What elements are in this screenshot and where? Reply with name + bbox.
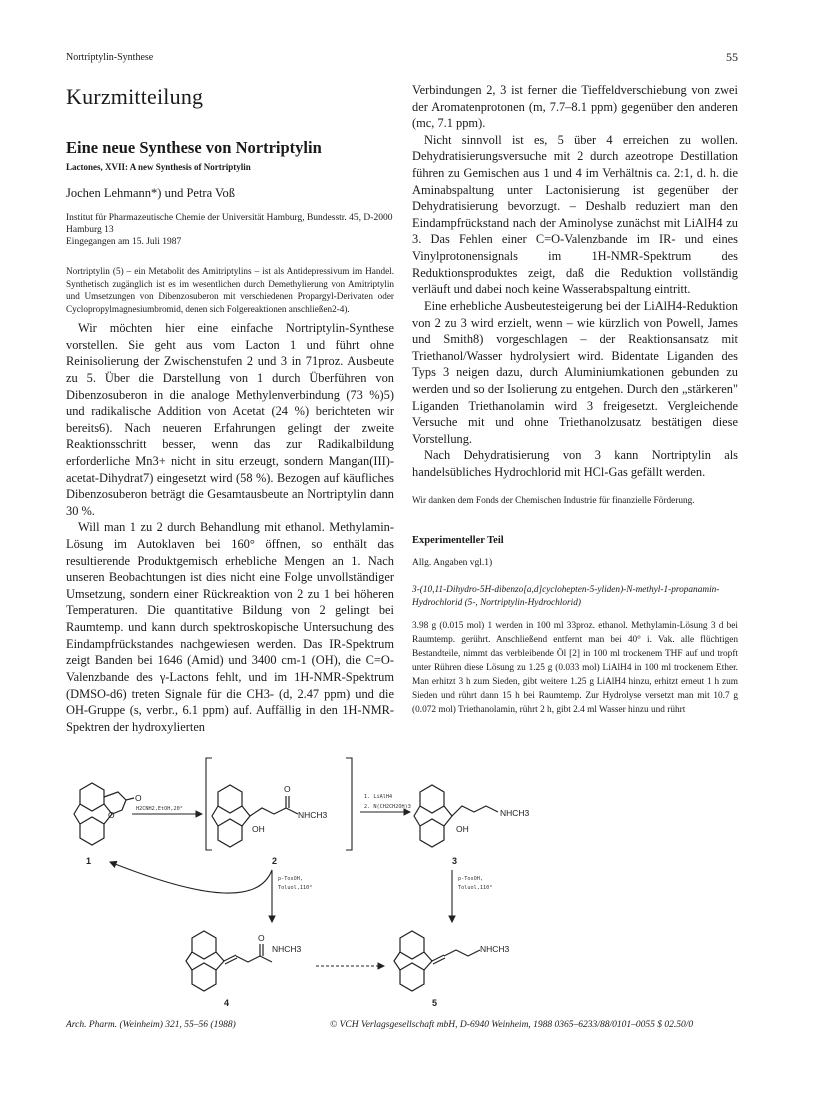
oh-label-3: OH bbox=[456, 824, 469, 834]
page-number: 55 bbox=[726, 50, 738, 64]
authors: Jochen Lehmann*) und Petra Voß bbox=[66, 186, 235, 200]
carbonyl-oxygen-label-1: O bbox=[135, 793, 142, 803]
compound-5-structure bbox=[394, 931, 510, 1008]
nhch3-label-3: NHCH3 bbox=[500, 808, 530, 818]
bracket-right bbox=[346, 758, 352, 850]
compound-name: 3-(10,11-Dihydro-5H-dibenzo[a,d]cyclohepten-5-yliden)-N-methyl-1-propanamin-Hydrochlorid (5-, Nortriptylin-Hydrochlorid) bbox=[412, 584, 720, 609]
compound-number-2: 2 bbox=[272, 856, 278, 866]
nhch3-label-5: NHCH3 bbox=[480, 944, 510, 954]
compound-number-3: 3 bbox=[452, 856, 458, 866]
reagent-step-2-4-line1: p-TosOH, bbox=[278, 876, 303, 882]
experimental-procedure: 3.98 g (0.015 mol) 1 werden in 100 ml 33proz. ethanol. Methylamin-Lösung 3 d bei Raumtemp. gerührt. Anschließend entfernt man bei 40° i. Vak. alle flüchtigen Bestandteile, nimmt das verbleibende Öl [2] in 100 ml trockenem THF auf und tropft unter Rühren diese Lösung zu 1.25 g (0.033 mol) LiAlH4 in 100 ml trockenem Ether. Man erhitzt 3 h zum Sieden, gibt weitere 1.25 g LiAlH4 hinzu, erhitzt erneut 1 h zum Sieden und rührt dann 15 h bei Raumtemp. Zur Hydrolyse versetzt man mit 10.7 g (0.072 mol) Triethanolamin, rührt 2 h, gibt 2.4 ml Wasser hinzu und rührt bbox=[412, 620, 738, 716]
experimental-heading: Experimenteller Teil bbox=[412, 534, 504, 546]
oh-label-2: OH bbox=[252, 824, 265, 834]
reaction-scheme bbox=[60, 752, 750, 1012]
body-paragraph: Will man 1 zu 2 durch Behandlung mit ethanol. Methylamin-Lösung im Autoklaven bei 160° öffnen, so enthält das resultierende Produktgemisch erhebliche Mengen an 1. Nach unseren Beobachtungen ist dies nicht eine Folge unvollständiger Umsetzung, sondern einer Rückreaktion von 2 zu 1 bei höheren Temperaturen. Die quantitative Bildung von 2 gelingt bei Raumtemp. und kann durch spektroskopische Untersuchung des Eindampfrückstandes nachgewiesen werden. Das IR-Spektrum zeigt Banden bei 1646 (Amid) und 3400 cm-1 (OH), die C=O-Valenzbande des γ-Lactons fehlt, und im 1H-NMR-Spektrum (DMSO-d6) treten Signale für die CH3- (d, 2.47 ppm) und die OH-Gruppe (s, verbr., 6.1 ppm) auf. Auffällig in den 1H-NMR-Spektren der hydroxylierten bbox=[66, 520, 394, 734]
nhch3-label-2: NHCH3 bbox=[298, 810, 328, 820]
compound-4-structure bbox=[186, 931, 302, 1008]
bracket-left bbox=[206, 758, 212, 850]
reaction-scheme-drawing bbox=[60, 752, 750, 1012]
compound-2-structure bbox=[212, 784, 328, 866]
body-paragraph: Verbindungen 2, 3 ist ferner die Tieffeldverschiebung von zwei der Aromatenprotonen (m, 7.7–8.1 ppm) gegenüber den anderen (mc, 7.1 ppm). bbox=[412, 83, 738, 131]
article-subtitle: Lactones, XVII: A new Synthesis of Nortriptylin bbox=[66, 162, 251, 172]
affiliation-address: Institut für Pharmazeutische Chemie der Universität Hamburg, Bundesstr. 45, D-2000 Hamburg 13 bbox=[66, 213, 393, 235]
body-paragraph: Nach Dehydratisierung von 3 kann Nortriptylin als handelsübliches Hydrochlorid mit HCl-Gas gefällt werden. bbox=[412, 448, 738, 480]
received-date: Eingegangen am 15. Juli 1987 bbox=[66, 236, 182, 247]
acknowledgement: Wir danken dem Fonds der Chemischen Industrie für finanzielle Förderung. bbox=[412, 495, 695, 506]
reagent-step-1-2: H2CNH2,EtOH,20° bbox=[136, 806, 183, 812]
reagent-step-2-3-line1: 1. LiAlH4 bbox=[364, 794, 393, 800]
affiliation bbox=[66, 213, 394, 249]
article-title: Eine neue Synthese von Nortriptylin bbox=[66, 138, 322, 157]
carbonyl-oxygen-label-2: O bbox=[284, 784, 291, 794]
compound-number-1: 1 bbox=[86, 856, 92, 866]
publisher-line: © VCH Verlagsgesellschaft mbH, D-6940 Weinheim, 1988 0365–6233/88/0101–0055 $ 02.50/0 bbox=[330, 1020, 694, 1030]
reagent-step-3-5-line1: p-TosOH, bbox=[458, 876, 483, 882]
compound-3-structure bbox=[414, 785, 530, 866]
compound-number-4: 4 bbox=[224, 998, 230, 1008]
reaction-arrow-2-1 bbox=[110, 862, 272, 893]
ring-oxygen-label-1: O bbox=[108, 810, 115, 820]
nhch3-label-4: NHCH3 bbox=[272, 944, 302, 954]
compound-number-5: 5 bbox=[432, 998, 438, 1008]
reagent-step-2-4-line2: Toluol,110° bbox=[278, 885, 313, 891]
left-column bbox=[66, 84, 394, 735]
experimental-general: Allg. Angaben vgl.1) bbox=[412, 557, 493, 568]
running-title: Nortriptylin-Synthese bbox=[66, 52, 154, 63]
body-paragraph: Eine erhebliche Ausbeutesteigerung bei der LiAlH4-Reduktion von 2 zu 3 wird erzielt, wenn – wie kürzlich von Powell, James und Smith8) vorgeschlagen – der Reaktionsansatz mit Triethanol/Wasser hydrolysiert wird. Bidentate Liganden des Typs 3 neigen dazu, durch Aluminiumkationen gebunden zu werden und so der Isolierung zu entgehen. Durch den „stärkeren" Liganden Triethanolamin wird 3 freigesetzt. Vergleichende Versuche mit und ohne Triethanolzusatz bestätigen diese Vorstellung. bbox=[412, 298, 738, 446]
compound-1-structure bbox=[74, 783, 142, 866]
reagent-step-2-3-line2: 2. N(CH2CH2OH)3 bbox=[364, 804, 411, 810]
carbonyl-oxygen-label-4: O bbox=[258, 933, 265, 943]
abstract: Nortriptylin (5) – ein Metabolit des Amitriptylins – ist als Antidepressivum im Handel. Synthetisch zugänglich ist es im wesentlichen durch Demethylierung von Amitriptylin und Umsetzungen von Dibenzosuberon mit verschiedenen Propargyl-Derivaten oder Cyclopropylmagnesiumbromid, denen sich Folgereaktionen anschließen2-4). bbox=[66, 265, 394, 315]
journal-citation: Arch. Pharm. (Weinheim) 321, 55–56 (1988) bbox=[66, 1020, 236, 1030]
reagent-step-3-5-line2: Toluol,110° bbox=[458, 885, 493, 891]
body-paragraph: Nicht sinnvoll ist es, 5 über 4 erreichen zu wollen. Dehydratisierungsversuche mit 2 durch azeotrope Destillation führen zu Gemischen aus 1 und 4 im Verhältnis ca. 2:1, d. h. die Aminabspaltung unter Lactonisierung ist gegenüber der Dehydratisierung bevorzugt. – Deshalb reduziert man den Eindampfrückstand nach der Aminolyse zunächst mit LiAlH4 zu 3. Das Fehlen einer C=O-Valenzbande im IR- und eines Vinylprotonensignals im 1H-NMR-Spektrum des Reduktionsproduktes zeigt, daß die Reduktion vollständig verläuft und dabei noch keine Wasserabspaltung eintritt. bbox=[412, 132, 738, 297]
body-paragraph: Wir möchten hier eine einfache Nortriptylin-Synthese vorstellen. Sie geht aus vom Lacton 1 und führt ohne Reinisolierung der Zwischenstufen 2 und 3 in 71proz. Ausbeute zu 5. Über die Darstellung von 1 durch Überführen von Dibenzosuberon in die analoge Methylenverbindung (73 %)5) und radikalische Addition von Acetat (24 %) berichteten wir bereits6). Nach neueren Erfahrungen gelingt der zweite Reaktionsschritt besser, wenn das zur Radikalbildung erforderliche Mn3+ nicht in situ erzeugt, sondern Mangan(III)-acetat-Dihydrat7) eingesetzt wird (58 %). Bezogen auf käufliches Dibenzosuberon beträgt die Gesamtausbeute an Nortriptylin dann 30 %. bbox=[66, 321, 394, 518]
right-column bbox=[412, 82, 738, 717]
section-kind: Kurzmitteilung bbox=[66, 84, 204, 109]
